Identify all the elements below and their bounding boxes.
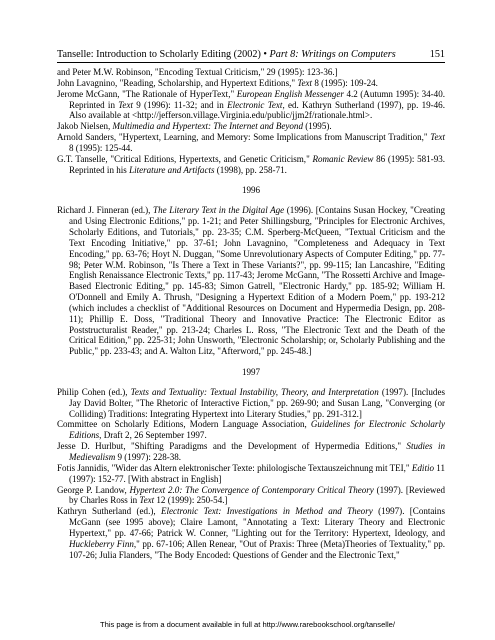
bibliography-entry: George P. Landow, Hypertext 2.0: The Convergence of Contemporary Critical Theory (1997). [Reviewed by Charles Ross in Text 12 (1999): 250-54.] [57, 484, 446, 506]
italic-title: Text [430, 132, 445, 143]
italic-title: The Literary Text in the Digital Age [153, 205, 285, 216]
italic-title: Text [297, 77, 313, 88]
bibliography-entry: Philip Cohen (ed.), Texts and Textuality: Textual Instability, Theory, and Interpretation (1997). [Includes Jay David Bolter, "The Rhetoric of Interactive Fiction," pp. 269-90; and Susan Lang, "Converging (or Colliding) Traditions: Integrating Hypertext into Literary Studies," pp. 291-312.] [57, 386, 445, 419]
bibliography-entry: and Peter M.W. Robinson, "Encoding Textual Criticism," 29 (1995): 123-36.] [57, 67, 338, 77]
header-part: Part 8: Writings on Computers [269, 49, 396, 60]
page-footer: This page is from a document available in full at http://www.rarebookschool.org/tanselle/ [99, 620, 396, 629]
bibliography-body [57, 67, 445, 560]
page-number: 151 [429, 49, 445, 60]
italic-title: Electronic Text [227, 99, 283, 110]
bibliography-entry: John Lavagnino, "Reading, Scholarship, and Hypertext Editions," Text 8 (1995): 109-24. [57, 77, 378, 88]
header-title: Tanselle: Introduction to Scholarly Editing (2002) • Part 8: Writings on Computers [57, 49, 396, 60]
italic-title: Huckleberry Finn [69, 538, 134, 549]
italic-title: Guidelines for Electronic Scholarly Editions [69, 419, 445, 441]
italic-title: Text [118, 99, 133, 110]
bibliography-entry: G.T. Tanselle, "Critical Editions, Hypertexts, and Genetic Criticism," Romanic Review 86 (1995): 581-93. Reprinted in his Literature and Artifacts (1998), pp. 258-71. [57, 153, 446, 175]
italic-title: Literature and Artifacts [129, 164, 215, 175]
bibliography-entry: Arnold Sanders, "Hypertext, Learning, and Memory: Some Implications from Manuscript Tradition," Text 8 (1995): 125-44. [57, 132, 445, 153]
entries-top [57, 67, 445, 175]
running-header [57, 48, 445, 63]
year-heading-1996: 1996 [241, 185, 261, 196]
bibliography-entry: Committee on Scholarly Editions, Modern Language Association, Guidelines for Electronic Scholarly Editions, Draft 2, 26 September 1997. [57, 419, 445, 441]
bibliography-entry: Jakob Nielsen, Multimedia and Hypertext: The Internet and Beyond (1995). [57, 121, 332, 132]
italic-title: Texts and Textuality: Textual Instability, Theory, and Interpretation [130, 386, 379, 397]
entries-1997 [57, 387, 445, 561]
bibliography-entry: Jerome McGann, "The Rationale of HyperText," European English Messenger 4.2 (Autumn 1995): 34-40. Reprinted in Text 9 (1996): 11-32; and in Electronic Text, ed. Kathryn Sutherland (1997), pp. 19-46. Also available at <http://jefferson.village.Virginia.edu/public/jjm2f/rationale.html>. [57, 88, 445, 121]
bibliography-entry: Richard J. Finneran (ed.), The Literary Text in the Digital Age (1996). [Contains Susan Hockey, "Creating and Using Electronic Editions," pp. 1-21; and Peter Shillingsburg, "Principles for Electronic Archives, Scholarly Editions, and Tutorials," pp. 23-35; C.M. Sperberg-McQueen, "Textual Criticism and the Text Encoding Initiative," pp. 37-61; John Lavagnino, "Completeness and Adequacy in Text Encoding," pp. 63-76; Hoyt N. Duggan, "Some Unrevolutionary Aspects of Computer Editing," pp. 77-98; Peter W.M. Robinson, "Is There a Text in These Variants?", pp. 99-115; Ian Lancashire, "Editing English Renaissance Electronic Texts," pp. 117-43; Jerome McGann, "The Rossetti Archive and Image-Based Electronic Editing," pp. 145-83; Simon Gatrell, "Electronic Hardy," pp. 185-92; William H. O'Donnell and Emily A. Thrush, "Designing a Hypertext Edition of a Modern Poem," pp. 193-212 (which includes a checklist of "Additional Resources on Document and Hypermedia Design, pp. 208-11); Phillip E. Doss, "Traditional Theory and Innovative Practice: The Electronic Editor as Poststructuralist Reader," pp. 213-24; Charles L. Ross, "The Electronic Text and the Death of the Critical Edition," pp. 225-31; John Unsworth, "Electronic Scholarship; or, Scholarly Publishing and the Public," pp. 233-43; and A. Walton Litz, "Afterword," pp. 245-48.] [57, 205, 445, 357]
italic-title: European English Messenger [236, 88, 344, 99]
bibliography-entry: Jesse D. Hurlbut, "Shifting Paradigms and the Development of Hypermedia Editions," Studies in Medievalism 9 (1997): 228-38. [57, 441, 445, 462]
bibliography-entry: Kathryn Sutherland (ed.), Electronic Text: Investigations in Method and Theory (1997). [Contains McGann (see 1995 above); Claire Lamont, "Annotating a Text: Literary Theory and Electronic Hypertext," pp. 47-66; Patrick W. Conner, "Lighting out for the Territory: Hypertext, Ideology, and Huckleberry Finn," pp. 67-106; Allen Renear, "Out of Praxis: Three (Meta)Theories of Textuality," pp. 107-26; Julia Flanders, "The Body Encoded: Questions of Gender and the Electronic Text," [57, 506, 445, 560]
italic-title: Electronic Text: Investigations in Method and Theory [160, 506, 373, 517]
year-heading-1997: 1997 [241, 367, 261, 378]
bibliography-entry: Fotis Jannidis, "Wider das Altern elektronischer Texte: philologische Textauszeichnung mit TEI," Editio 11 (1997): 152-77. [With abstract in English] [57, 462, 445, 484]
italic-title: Studies in Medievalism [69, 441, 445, 462]
italic-title: Multimedia and Hypertext: The Internet and Beyond [112, 121, 303, 132]
italic-title: Editio [411, 462, 434, 473]
italic-title: Text [139, 495, 155, 506]
italic-title: Hypertext 2.0: The Convergence of Contemporary Critical Theory [129, 484, 374, 495]
italic-title: Romanic Review [312, 153, 374, 164]
entries-1996 [57, 205, 445, 357]
